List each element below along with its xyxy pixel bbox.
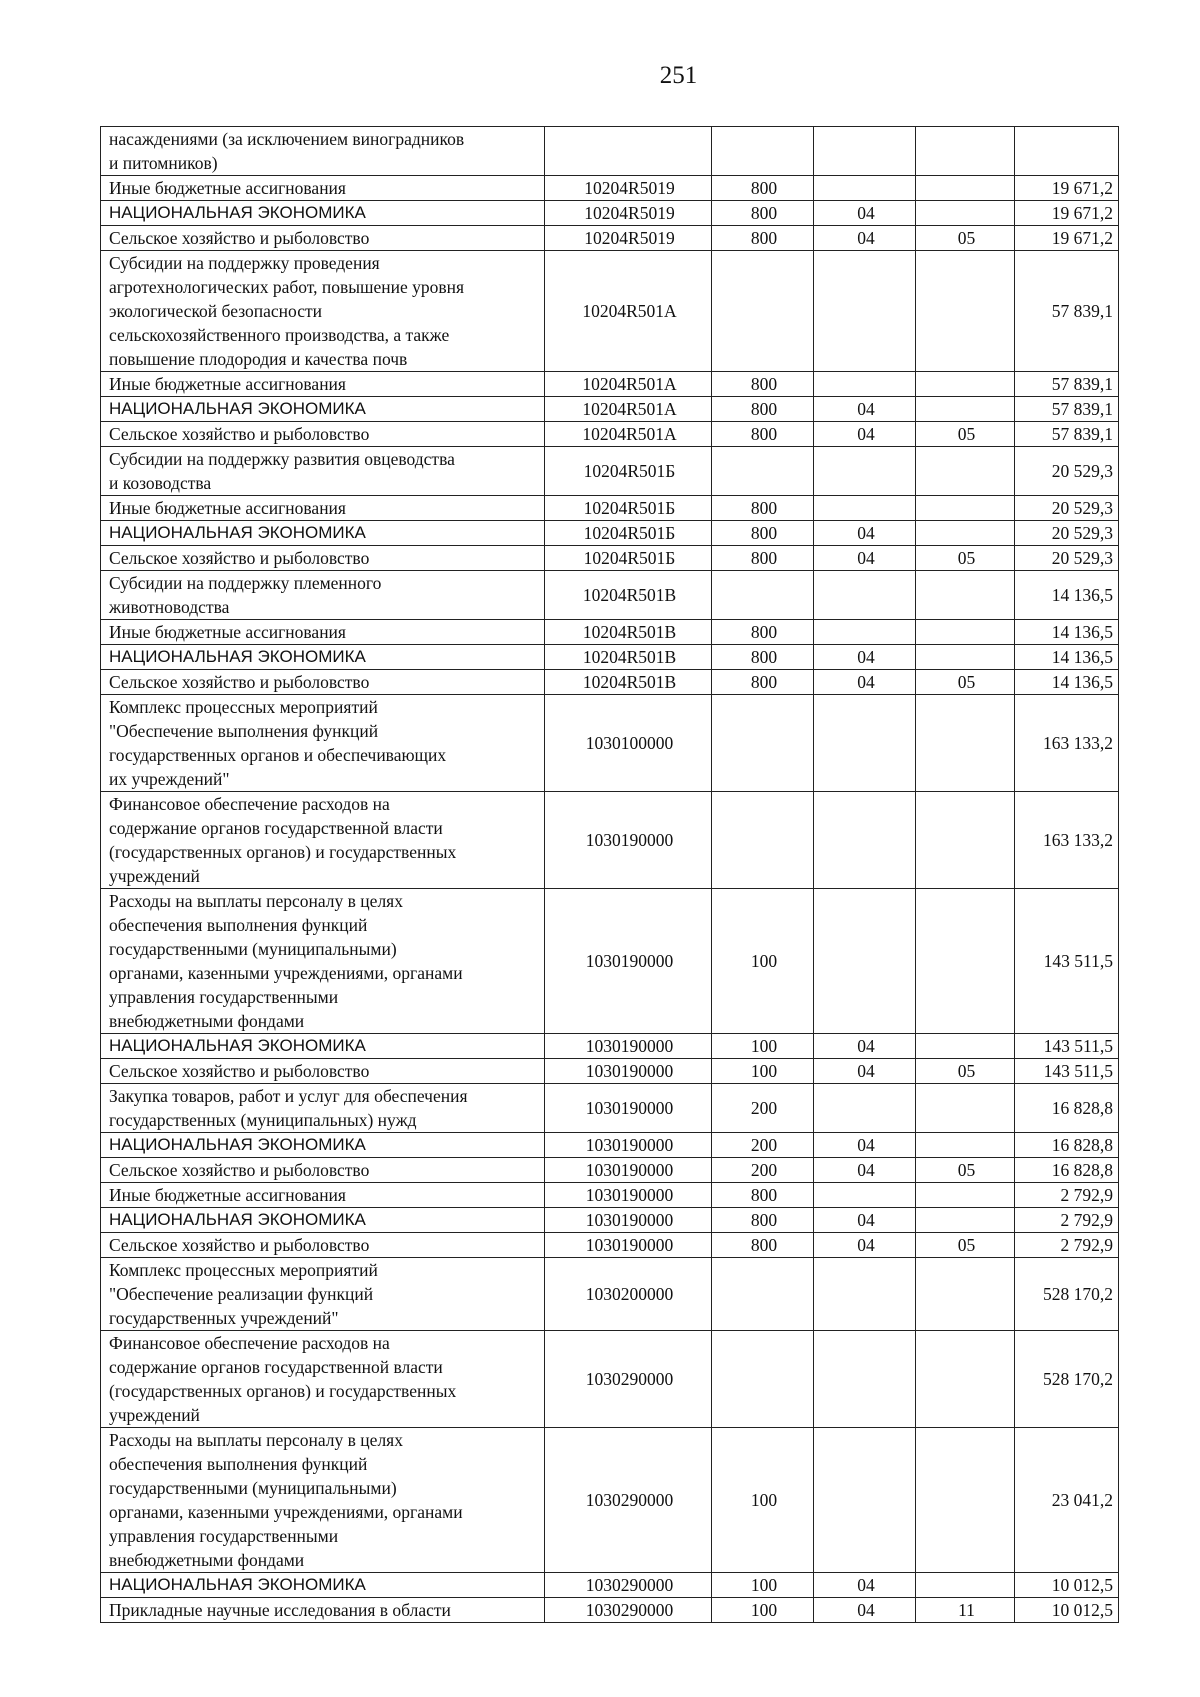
row-amount-cell: 2 792,9 — [1015, 1233, 1119, 1258]
row-subsection-cell — [916, 251, 1015, 372]
row-code-cell: 10204R501В — [545, 670, 712, 695]
row-subsection-cell — [916, 176, 1015, 201]
row-name-cell: НАЦИОНАЛЬНАЯ ЭКОНОМИКА — [101, 521, 545, 546]
row-subsection-cell — [916, 792, 1015, 889]
row-name-cell: насаждениями (за исключением виноградников и питомников) — [101, 127, 545, 176]
row-expense-type-cell — [712, 1258, 814, 1331]
row-expense-type-cell: 800 — [712, 1208, 814, 1233]
row-name-cell: НАЦИОНАЛЬНАЯ ЭКОНОМИКА — [101, 1208, 545, 1233]
table-row — [101, 1233, 1119, 1258]
row-expense-type-cell: 200 — [712, 1084, 814, 1133]
row-code-cell: 10204R501А — [545, 372, 712, 397]
row-name-cell: Сельское хозяйство и рыболовство — [101, 546, 545, 571]
row-code-cell — [545, 127, 712, 176]
row-subsection-cell — [916, 889, 1015, 1034]
table-row — [101, 1183, 1119, 1208]
row-code-cell: 1030190000 — [545, 1059, 712, 1084]
row-section-cell — [814, 1258, 916, 1331]
row-section-cell — [814, 251, 916, 372]
row-code-cell: 1030190000 — [545, 1084, 712, 1133]
row-code-cell: 10204R5019 — [545, 201, 712, 226]
row-amount-cell: 2 792,9 — [1015, 1208, 1119, 1233]
row-code-cell: 1030100000 — [545, 695, 712, 792]
row-amount-cell: 16 828,8 — [1015, 1158, 1119, 1183]
row-subsection-cell — [916, 1428, 1015, 1573]
row-expense-type-cell — [712, 695, 814, 792]
row-expense-type-cell: 800 — [712, 176, 814, 201]
row-expense-type-cell: 100 — [712, 889, 814, 1034]
row-subsection-cell — [916, 496, 1015, 521]
row-expense-type-cell: 800 — [712, 226, 814, 251]
row-expense-type-cell: 100 — [712, 1059, 814, 1084]
table-row — [101, 670, 1119, 695]
row-expense-type-cell — [712, 447, 814, 496]
row-amount-cell: 143 511,5 — [1015, 1059, 1119, 1084]
row-section-cell — [814, 176, 916, 201]
row-code-cell: 1030290000 — [545, 1598, 712, 1623]
row-subsection-cell — [916, 620, 1015, 645]
row-amount-cell — [1015, 127, 1119, 176]
row-amount-cell: 57 839,1 — [1015, 372, 1119, 397]
row-section-cell: 04 — [814, 201, 916, 226]
row-section-cell: 04 — [814, 1158, 916, 1183]
row-expense-type-cell: 800 — [712, 670, 814, 695]
row-expense-type-cell — [712, 1331, 814, 1428]
row-amount-cell: 20 529,3 — [1015, 447, 1119, 496]
row-name-cell: Финансовое обеспечение расходов на содержание органов государственной власти (государственных органов) и государственных учреждений — [101, 792, 545, 889]
row-expense-type-cell: 800 — [712, 1183, 814, 1208]
row-subsection-cell — [916, 372, 1015, 397]
table-row — [101, 176, 1119, 201]
row-subsection-cell — [916, 571, 1015, 620]
table-row — [101, 1573, 1119, 1598]
table-row — [101, 1258, 1119, 1331]
row-subsection-cell — [916, 1133, 1015, 1158]
row-subsection-cell — [916, 1258, 1015, 1331]
table-row — [101, 620, 1119, 645]
row-code-cell: 10204R501Б — [545, 447, 712, 496]
row-code-cell: 10204R501В — [545, 645, 712, 670]
row-expense-type-cell: 800 — [712, 496, 814, 521]
row-code-cell: 1030190000 — [545, 792, 712, 889]
row-section-cell: 04 — [814, 1233, 916, 1258]
row-expense-type-cell: 800 — [712, 521, 814, 546]
table-row — [101, 447, 1119, 496]
row-expense-type-cell: 800 — [712, 620, 814, 645]
row-section-cell: 04 — [814, 1598, 916, 1623]
row-amount-cell: 163 133,2 — [1015, 792, 1119, 889]
table-row — [101, 1598, 1119, 1623]
table-row — [101, 1331, 1119, 1428]
row-name-cell: Сельское хозяйство и рыболовство — [101, 1233, 545, 1258]
row-subsection-cell: 05 — [916, 670, 1015, 695]
row-code-cell: 1030190000 — [545, 1158, 712, 1183]
row-subsection-cell — [916, 201, 1015, 226]
row-section-cell: 04 — [814, 422, 916, 447]
row-name-cell: Иные бюджетные ассигнования — [101, 176, 545, 201]
row-name-cell: Иные бюджетные ассигнования — [101, 620, 545, 645]
row-code-cell: 1030290000 — [545, 1331, 712, 1428]
row-amount-cell: 20 529,3 — [1015, 546, 1119, 571]
table-row — [101, 889, 1119, 1034]
row-subsection-cell: 05 — [916, 1233, 1015, 1258]
row-code-cell: 1030190000 — [545, 1034, 712, 1059]
table-row — [101, 792, 1119, 889]
row-section-cell — [814, 1183, 916, 1208]
row-expense-type-cell: 200 — [712, 1133, 814, 1158]
row-name-cell: Комплекс процессных мероприятий "Обеспечение реализации функций государственных учреждений" — [101, 1258, 545, 1331]
row-name-cell: Комплекс процессных мероприятий "Обеспечение выполнения функций государственных органов и обеспечивающих их учреждений" — [101, 695, 545, 792]
row-code-cell: 1030200000 — [545, 1258, 712, 1331]
row-section-cell: 04 — [814, 1208, 916, 1233]
row-amount-cell: 57 839,1 — [1015, 397, 1119, 422]
row-amount-cell: 19 671,2 — [1015, 176, 1119, 201]
row-name-cell: Сельское хозяйство и рыболовство — [101, 1158, 545, 1183]
row-name-cell: Расходы на выплаты персоналу в целях обеспечения выполнения функций государственными (муниципальными) органами, казенными учреждениями, органами управления государственными внебюджетными фондами — [101, 889, 545, 1034]
table-row — [101, 571, 1119, 620]
table-row — [101, 1084, 1119, 1133]
row-subsection-cell — [916, 1084, 1015, 1133]
page-number: 251 — [659, 62, 698, 89]
row-amount-cell: 57 839,1 — [1015, 422, 1119, 447]
row-expense-type-cell — [712, 792, 814, 889]
row-code-cell: 1030290000 — [545, 1428, 712, 1573]
row-name-cell: Закупка товаров, работ и услуг для обеспечения государственных (муниципальных) нужд — [101, 1084, 545, 1133]
row-subsection-cell: 05 — [916, 1059, 1015, 1084]
row-expense-type-cell: 200 — [712, 1158, 814, 1183]
table-row — [101, 422, 1119, 447]
row-expense-type-cell — [712, 571, 814, 620]
row-subsection-cell: 11 — [916, 1598, 1015, 1623]
row-amount-cell: 163 133,2 — [1015, 695, 1119, 792]
row-code-cell: 10204R501Б — [545, 496, 712, 521]
row-section-cell: 04 — [814, 645, 916, 670]
row-code-cell: 10204R501А — [545, 251, 712, 372]
row-code-cell: 1030190000 — [545, 1133, 712, 1158]
table-row — [101, 496, 1119, 521]
row-amount-cell: 20 529,3 — [1015, 496, 1119, 521]
row-section-cell — [814, 372, 916, 397]
row-subsection-cell — [916, 127, 1015, 176]
row-section-cell — [814, 1331, 916, 1428]
row-expense-type-cell: 100 — [712, 1598, 814, 1623]
row-name-cell: Субсидии на поддержку племенного животноводства — [101, 571, 545, 620]
row-amount-cell: 19 671,2 — [1015, 226, 1119, 251]
row-amount-cell: 528 170,2 — [1015, 1331, 1119, 1428]
row-section-cell: 04 — [814, 1034, 916, 1059]
row-section-cell — [814, 496, 916, 521]
row-expense-type-cell: 800 — [712, 546, 814, 571]
budget-table-body — [101, 127, 1119, 1623]
row-code-cell: 10204R501Б — [545, 546, 712, 571]
row-name-cell: НАЦИОНАЛЬНАЯ ЭКОНОМИКА — [101, 645, 545, 670]
row-code-cell: 10204R501А — [545, 422, 712, 447]
row-amount-cell: 57 839,1 — [1015, 251, 1119, 372]
row-name-cell: НАЦИОНАЛЬНАЯ ЭКОНОМИКА — [101, 1133, 545, 1158]
row-subsection-cell — [916, 447, 1015, 496]
row-name-cell: НАЦИОНАЛЬНАЯ ЭКОНОМИКА — [101, 1573, 545, 1598]
row-subsection-cell — [916, 1331, 1015, 1428]
row-section-cell: 04 — [814, 397, 916, 422]
row-section-cell — [814, 571, 916, 620]
row-name-cell: НАЦИОНАЛЬНАЯ ЭКОНОМИКА — [101, 1034, 545, 1059]
row-code-cell: 10204R5019 — [545, 226, 712, 251]
row-subsection-cell — [916, 695, 1015, 792]
row-section-cell — [814, 127, 916, 176]
row-expense-type-cell: 100 — [712, 1573, 814, 1598]
row-code-cell: 10204R501А — [545, 397, 712, 422]
row-subsection-cell: 05 — [916, 422, 1015, 447]
row-section-cell — [814, 695, 916, 792]
row-section-cell: 04 — [814, 546, 916, 571]
table-row — [101, 1158, 1119, 1183]
table-row — [101, 251, 1119, 372]
table-row — [101, 521, 1119, 546]
row-expense-type-cell: 800 — [712, 1233, 814, 1258]
row-name-cell: НАЦИОНАЛЬНАЯ ЭКОНОМИКА — [101, 201, 545, 226]
row-subsection-cell — [916, 645, 1015, 670]
row-expense-type-cell: 800 — [712, 645, 814, 670]
row-section-cell: 04 — [814, 1133, 916, 1158]
row-amount-cell: 10 012,5 — [1015, 1573, 1119, 1598]
row-code-cell: 1030190000 — [545, 1233, 712, 1258]
row-name-cell: Сельское хозяйство и рыболовство — [101, 670, 545, 695]
table-row — [101, 201, 1119, 226]
row-name-cell: Расходы на выплаты персоналу в целях обеспечения выполнения функций государственными (муниципальными) органами, казенными учреждениями, органами управления государственными внебюджетными фондами — [101, 1428, 545, 1573]
row-section-cell — [814, 792, 916, 889]
row-section-cell — [814, 447, 916, 496]
row-name-cell: Прикладные научные исследования в области — [101, 1598, 545, 1623]
row-section-cell: 04 — [814, 521, 916, 546]
row-expense-type-cell: 100 — [712, 1034, 814, 1059]
row-section-cell: 04 — [814, 1573, 916, 1598]
table-row — [101, 1428, 1119, 1573]
row-amount-cell: 2 792,9 — [1015, 1183, 1119, 1208]
row-expense-type-cell — [712, 127, 814, 176]
row-code-cell: 10204R501В — [545, 571, 712, 620]
row-name-cell: НАЦИОНАЛЬНАЯ ЭКОНОМИКА — [101, 397, 545, 422]
row-subsection-cell: 05 — [916, 226, 1015, 251]
row-section-cell: 04 — [814, 670, 916, 695]
row-subsection-cell — [916, 1034, 1015, 1059]
table-row — [101, 1208, 1119, 1233]
row-amount-cell: 16 828,8 — [1015, 1133, 1119, 1158]
table-row — [101, 1034, 1119, 1059]
row-name-cell: Финансовое обеспечение расходов на содержание органов государственной власти (государственных органов) и государственных учреждений — [101, 1331, 545, 1428]
row-name-cell: Сельское хозяйство и рыболовство — [101, 226, 545, 251]
row-code-cell: 1030190000 — [545, 889, 712, 1034]
row-expense-type-cell: 800 — [712, 397, 814, 422]
table-row — [101, 226, 1119, 251]
row-subsection-cell: 05 — [916, 1158, 1015, 1183]
row-subsection-cell — [916, 521, 1015, 546]
row-expense-type-cell — [712, 251, 814, 372]
row-code-cell: 10204R501Б — [545, 521, 712, 546]
row-amount-cell: 20 529,3 — [1015, 521, 1119, 546]
row-name-cell: Иные бюджетные ассигнования — [101, 1183, 545, 1208]
row-amount-cell: 16 828,8 — [1015, 1084, 1119, 1133]
row-amount-cell: 528 170,2 — [1015, 1258, 1119, 1331]
row-amount-cell: 14 136,5 — [1015, 670, 1119, 695]
row-subsection-cell — [916, 1183, 1015, 1208]
table-row — [101, 1133, 1119, 1158]
row-amount-cell: 14 136,5 — [1015, 620, 1119, 645]
table-row — [101, 127, 1119, 176]
row-code-cell: 10204R501В — [545, 620, 712, 645]
row-section-cell: 04 — [814, 1059, 916, 1084]
row-expense-type-cell: 100 — [712, 1428, 814, 1573]
row-amount-cell: 19 671,2 — [1015, 201, 1119, 226]
table-row — [101, 695, 1119, 792]
row-subsection-cell — [916, 1573, 1015, 1598]
row-code-cell: 10204R5019 — [545, 176, 712, 201]
table-row — [101, 397, 1119, 422]
table-row — [101, 645, 1119, 670]
row-name-cell: Сельское хозяйство и рыболовство — [101, 1059, 545, 1084]
row-amount-cell: 10 012,5 — [1015, 1598, 1119, 1623]
row-code-cell: 1030190000 — [545, 1208, 712, 1233]
row-expense-type-cell: 800 — [712, 422, 814, 447]
row-name-cell: Сельское хозяйство и рыболовство — [101, 422, 545, 447]
row-name-cell: Иные бюджетные ассигнования — [101, 372, 545, 397]
row-section-cell — [814, 889, 916, 1034]
row-section-cell — [814, 620, 916, 645]
row-section-cell — [814, 1428, 916, 1573]
row-code-cell: 1030290000 — [545, 1573, 712, 1598]
budget-table — [100, 126, 1119, 1623]
row-amount-cell: 143 511,5 — [1015, 889, 1119, 1034]
row-name-cell: Субсидии на поддержку развития овцеводства и козоводства — [101, 447, 545, 496]
row-section-cell — [814, 1084, 916, 1133]
row-subsection-cell — [916, 397, 1015, 422]
row-amount-cell: 14 136,5 — [1015, 571, 1119, 620]
row-expense-type-cell: 800 — [712, 372, 814, 397]
row-name-cell: Субсидии на поддержку проведения агротехнологических работ, повышение уровня экологической безопасности сельскохозяйственного производства, а также повышение плодородия и качества почв — [101, 251, 545, 372]
row-amount-cell: 143 511,5 — [1015, 1034, 1119, 1059]
row-code-cell: 1030190000 — [545, 1183, 712, 1208]
row-amount-cell: 14 136,5 — [1015, 645, 1119, 670]
row-amount-cell: 23 041,2 — [1015, 1428, 1119, 1573]
row-expense-type-cell: 800 — [712, 201, 814, 226]
table-row — [101, 372, 1119, 397]
row-section-cell: 04 — [814, 226, 916, 251]
table-row — [101, 546, 1119, 571]
table-row — [101, 1059, 1119, 1084]
row-name-cell: Иные бюджетные ассигнования — [101, 496, 545, 521]
row-subsection-cell — [916, 1208, 1015, 1233]
row-subsection-cell: 05 — [916, 546, 1015, 571]
